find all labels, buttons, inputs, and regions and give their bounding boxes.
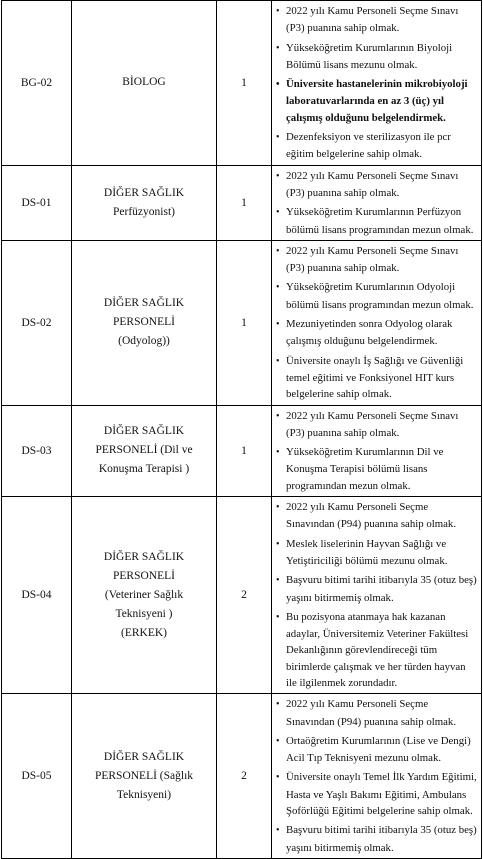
requirement-item: • Başvuru bitimi tarihi itibarıyla 35 (otuz beş) yaşını bitirmemiş olmak.	[276, 822, 479, 856]
requirement-item: • Başvuru bitimi tarihi itibarıyla 35 (otuz beş) yaşını bitirmemiş olmak.	[276, 572, 479, 606]
requirement-item: • Yükseköğretim Kurumlarının Dil ve Konuşma Terapisi bölümü lisans programından mezun olmak.	[276, 444, 479, 494]
title-line: DİĞER SAĞLIK	[103, 186, 185, 199]
requirement-item: • Yükseköğretim Kurumlarının Perfüzyon bölümü lisans programından mezun olmak.	[276, 204, 479, 238]
title-line: DİĞER SAĞLIK	[103, 550, 185, 563]
table-row	[2, 1, 482, 166]
title-line: DİĞER SAĞLIK	[103, 750, 185, 763]
position-title	[72, 694, 217, 859]
position-title	[72, 165, 217, 240]
position-count: 1	[217, 240, 272, 405]
requirement-item: • Yükseköğretim Kurumlarının Odyoloji bölümü lisans programından mezun olmak.	[276, 279, 479, 313]
requirement-item: • Ortaöğretim Kurumlarının (Lise ve Dengi) Acil Tıp Teknisyeni mezunu olmak.	[276, 733, 479, 767]
title-line: PERSONELİ (Sağlık	[94, 769, 194, 782]
title-line: (ERKEK)	[121, 626, 167, 639]
title-line: DİĞER SAĞLIK	[103, 297, 185, 310]
position-title	[72, 240, 217, 405]
requirement-item: • Mezuniyetinden sonra Odyolog olarak çalışmış olduğunu belgelendirmek.	[276, 316, 479, 350]
position-title	[72, 405, 217, 496]
table-row	[2, 240, 482, 405]
requirement-item: • 2022 yılı Kamu Personeli Seçme Sınavı (P3) puanına sahip olmak.	[276, 408, 479, 442]
position-code: DS-03	[2, 405, 72, 496]
requirements-cell	[272, 165, 482, 240]
position-count: 2	[217, 497, 272, 694]
requirement-item: • Yükseköğretim Kurumlarının Biyoloji Bölümü lisans mezunu olmak.	[276, 40, 479, 74]
position-count: 2	[217, 694, 272, 859]
position-code: DS-04	[2, 497, 72, 694]
position-count: 1	[217, 1, 272, 166]
requirements-cell	[272, 497, 482, 694]
requirement-item: • 2022 yılı Kamu Personeli Seçme Sınavından (P94) puanına sahip olmak.	[276, 696, 479, 730]
position-code: DS-02	[2, 240, 72, 405]
position-title	[72, 1, 217, 166]
requirement-item: • Meslek liselerinin Hayvan Sağlığı ve Yetiştiriciliği bölümü mezunu olmak.	[276, 536, 479, 570]
title-line: PERSONELİ (Dil ve	[95, 444, 193, 457]
requirement-item: • Bu pozisyona atanmaya hak kazanan adaylar, Üniversitemiz Veteriner Fakültesi Dekanlığının görevlendireceği tüm birimlerde çalışmak ve her türden hayvan ile ilgilenmek zorundadır.	[276, 609, 479, 691]
table-row	[2, 694, 482, 859]
requirements-cell	[272, 240, 482, 405]
title-line: DİĞER SAĞLIK	[103, 425, 185, 438]
requirement-item: • 2022 yılı Kamu Personeli Seçme Sınavı (P3) puanına sahip olmak.	[276, 3, 479, 37]
table-row	[2, 497, 482, 694]
title-line: Konuşma Terapisi )	[98, 463, 190, 476]
position-title	[72, 497, 217, 694]
position-code: DS-05	[2, 694, 72, 859]
requirements-cell	[272, 694, 482, 859]
requirement-item: • 2022 yılı Kamu Personeli Seçme Sınavından (P94) puanına sahip olmak.	[276, 499, 479, 533]
requirement-item: • 2022 yılı Kamu Personeli Seçme Sınavı (P3) puanına sahip olmak.	[276, 243, 479, 277]
position-code: BG-02	[2, 1, 72, 166]
requirement-item: • Üniversite onaylı İş Sağlığı ve Güvenliği temel eğitimi ve Fonksiyonel HIT kurs belgelerine sahip olmak.	[276, 353, 479, 403]
title-line: PERSONELİ	[113, 569, 175, 582]
position-count: 1	[217, 165, 272, 240]
title-line: Teknisyeni )	[115, 607, 173, 620]
requirements-cell	[272, 1, 482, 166]
requirement-item: • Dezenfeksiyon ve sterilizasyon ile pcr eğitim belgelerine sahip olmak.	[276, 129, 479, 163]
position-count: 1	[217, 405, 272, 496]
title-line: Perfüzyonist)	[113, 205, 175, 218]
title-line: PERSONELİ	[113, 316, 175, 329]
position-code: DS-01	[2, 165, 72, 240]
title-line: BİOLOG	[122, 76, 166, 89]
requirements-cell	[272, 405, 482, 496]
title-line: (Veteriner Sağlık	[104, 588, 184, 601]
positions-table	[1, 0, 482, 859]
table-row	[2, 165, 482, 240]
title-line: (Odyolog))	[118, 335, 170, 348]
title-line: Teknisyeni)	[116, 788, 172, 801]
requirement-item: • Üniversite hastanelerinin mikrobiyoloji laboratuvarlarında en az 3 (üç) yıl çalışmış olduğunu belgelendirmek.	[276, 76, 479, 126]
table-row	[2, 405, 482, 496]
requirement-item: • 2022 yılı Kamu Personeli Seçme Sınavı (P3) puanına sahip olmak.	[276, 168, 479, 202]
requirement-item: • Üniversite onaylı Temel İlk Yardım Eğitimi, Hasta ve Yaşlı Bakımı Eğitimi, Ambulans Şoförlüğü Eğitimi belgelerine sahip olmak.	[276, 769, 479, 819]
